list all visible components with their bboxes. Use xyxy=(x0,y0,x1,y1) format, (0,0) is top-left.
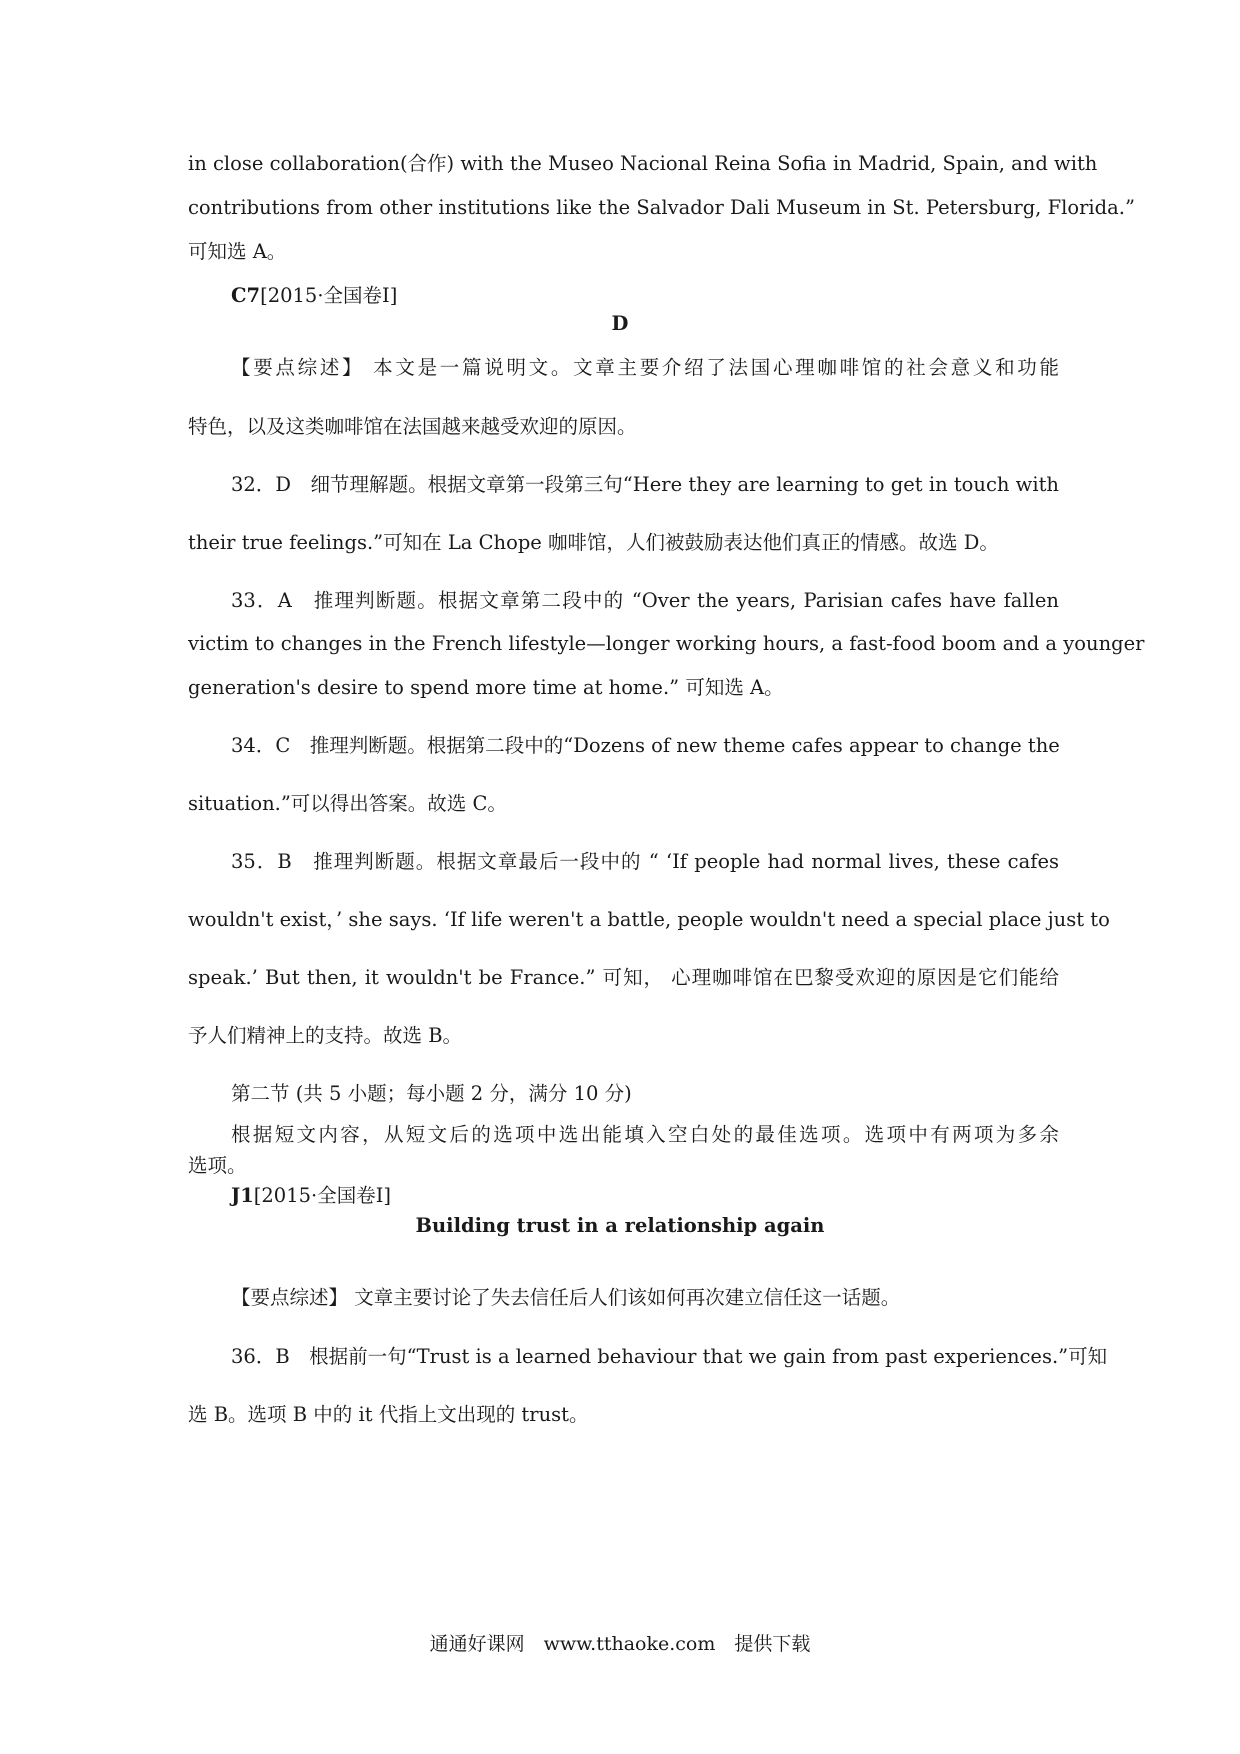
section-source: [2015·全国卷Ⅰ] xyxy=(260,284,398,307)
answer-36-line: 36．B 根据前一句“Trust is a learned behaviour that we gain from past experiences.”可知 xyxy=(231,1345,1108,1368)
answer-35-line: 予人们精神上的支持。故选 B。 xyxy=(188,1024,463,1047)
instruction-line: 根据短文内容，从短文后的选项中选出能填入空白处的最佳选项。选项中有两项为多余 xyxy=(231,1123,1059,1146)
passage-title: Building trust in a relationship again xyxy=(415,1214,825,1237)
answer-34-line: situation.”可以得出答案。故选 C。 xyxy=(188,792,507,815)
answer-33-line: 33．A 推理判断题。根据文章第二段中的 “Over the years, Parisian cafes have fallen xyxy=(231,589,1059,612)
section-label-c7 xyxy=(231,282,397,310)
answer-35-line: 35．B 推理判断题。根据文章最后一段中的 “ ‘If people had normal lives, these cafes xyxy=(231,850,1059,873)
summary-line: 【要点综述】 文章主要讨论了失去信任后人们该如何再次建立信任这一话题。 xyxy=(231,1286,901,1309)
answer-35-line: wouldn't exist，’ she says. ‘If life weren't a battle, people wouldn't need a special place just to xyxy=(188,908,1110,931)
answer-34-line: 34．C 推理判断题。根据第二段中的“Dozens of new theme cafes appear to change the xyxy=(231,734,1060,757)
answer-32-line: 32．D 细节理解题。根据文章第一段第三句“Here they are learning to get in touch with xyxy=(231,473,1059,496)
passage-title: D xyxy=(611,312,629,335)
section-code: J1 xyxy=(231,1184,254,1207)
text-line: 可知选 A。 xyxy=(188,240,287,263)
text-line: contributions from other institutions like the Salvador Dali Museum in St. Petersburg, Florida.” xyxy=(188,196,1135,219)
section-heading: 第二节 (共 5 小题；每小题 2 分，满分 10 分) xyxy=(231,1082,632,1105)
summary-line: 特色，以及这类咖啡馆在法国越来越受欢迎的原因。 xyxy=(188,415,637,438)
summary-line: 【要点综述】 本文是一篇说明文。文章主要介绍了法国心理咖啡馆的社会意义和功能 xyxy=(231,356,1059,379)
page-footer: 通通好课网 www.tthaoke.com 提供下载 xyxy=(429,1633,811,1655)
instruction-line: 选项。 xyxy=(188,1154,247,1177)
text-line: in close collaboration(合作) with the Museo Nacional Reina Sofia in Madrid, Spain, and with xyxy=(188,152,1098,175)
answer-35-line: speak.’ But then, it wouldn't be France.” 可知， 心理咖啡馆在巴黎受欢迎的原因是它们能给 xyxy=(188,966,1059,989)
section-label-j1 xyxy=(231,1182,391,1210)
section-source: [2015·全国卷Ⅰ] xyxy=(253,1184,392,1207)
answer-33-line: victim to changes in the French lifestyle—longer working hours, a fast-food boom and a younger xyxy=(188,632,1145,655)
section-code: C7 xyxy=(231,284,261,307)
answer-36-line: 选 B。选项 B 中的 it 代指上文出现的 trust。 xyxy=(188,1403,589,1426)
answer-33-line: generation's desire to spend more time at home.” 可知选 A。 xyxy=(188,676,784,699)
answer-32-line: their true feelings.”可知在 La Chope 咖啡馆，人们被鼓励表达他们真正的情感。故选 D。 xyxy=(188,531,999,554)
